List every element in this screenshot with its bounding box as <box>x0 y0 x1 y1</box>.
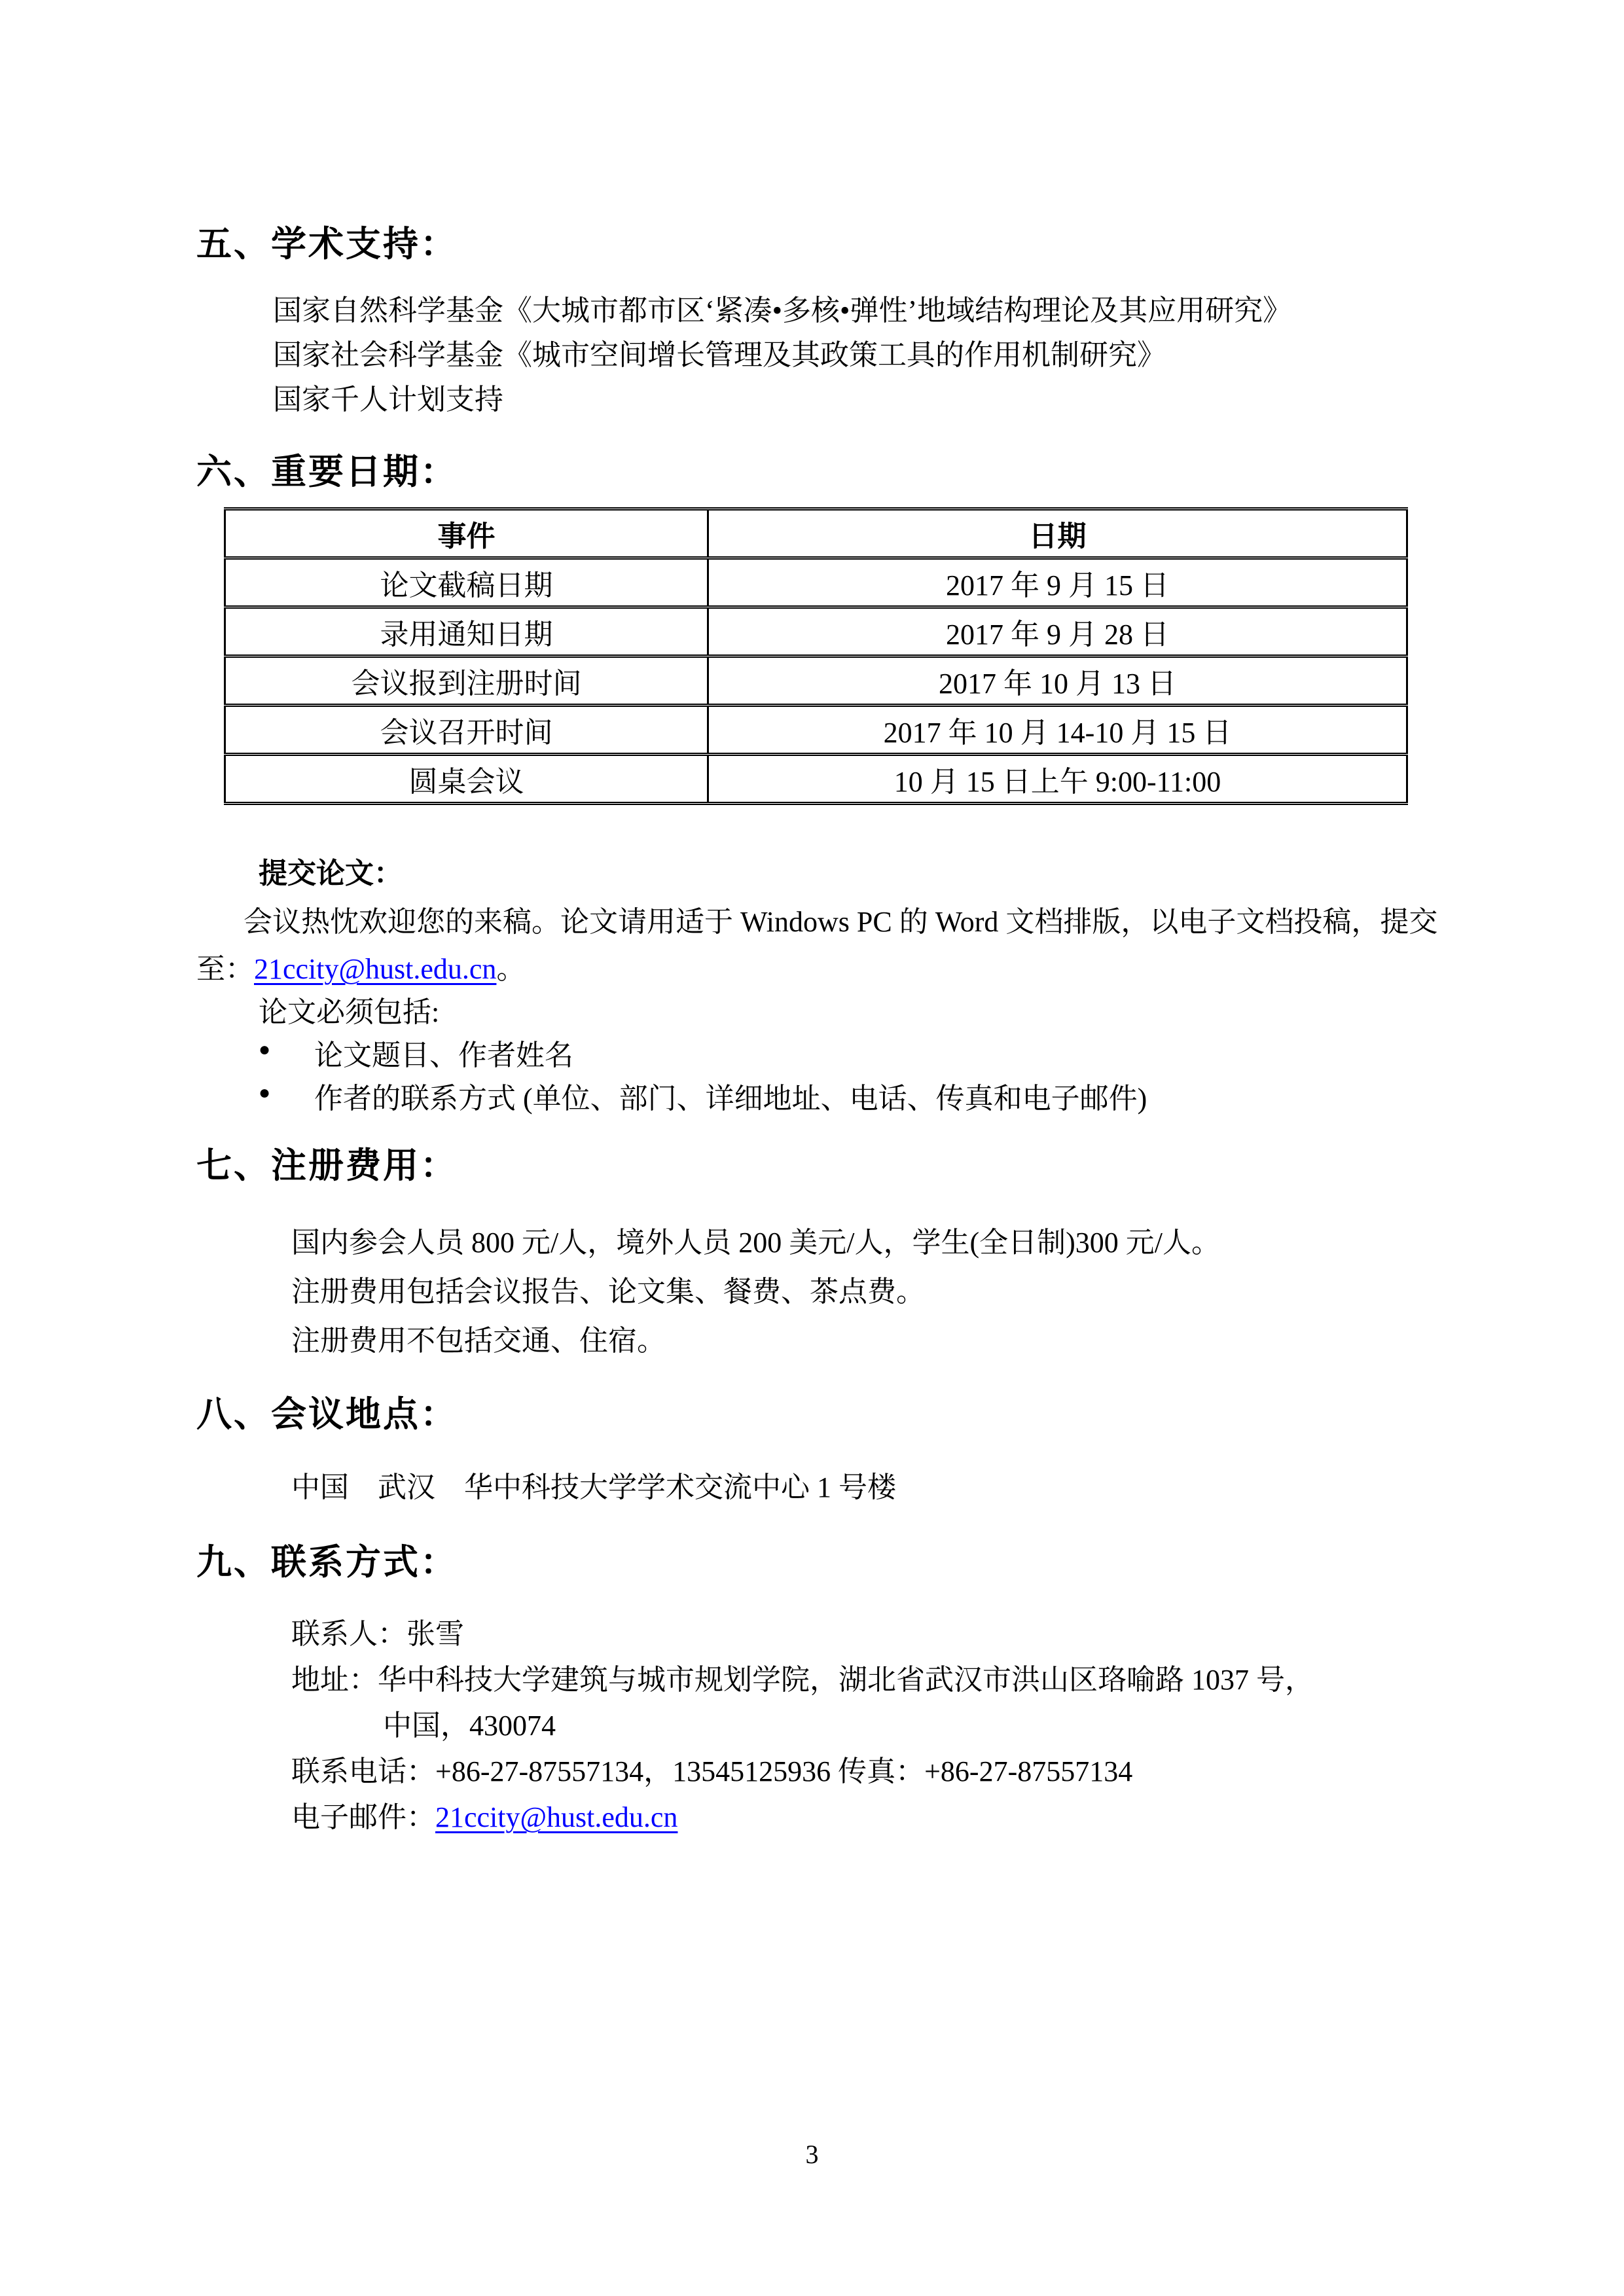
email-line <box>291 1793 677 1835</box>
submission-email-link[interactable]: 21ccity@hust.edu.cn <box>254 953 497 985</box>
email-label: 电子邮件： <box>291 1801 435 1833</box>
table-row <box>225 755 1407 804</box>
table-cell-date: 2017 年 9 月 28 日 <box>708 607 1407 656</box>
venue-line: 中国 武汉 华中科技大学学术交流中心 1 号楼 <box>291 1471 896 1503</box>
page-number: 3 <box>805 2140 819 2169</box>
table-cell-event: 会议报到注册时间 <box>225 656 708 706</box>
section-9-heading: 九、联系方式： <box>196 1543 458 1582</box>
table-cell-date: 2017 年 10 月 13 日 <box>708 656 1407 706</box>
table-header-date: 日期 <box>708 509 1407 558</box>
bullet-text: 作者的联系方式 (单位、部门、详细地址、电话、传真和电子邮件) <box>314 1083 1147 1115</box>
phone-fax-line: 联系电话：+86-27-87557134，13545125936 传真：+86-27-87557134 <box>291 1755 1133 1787</box>
section-5-line-2: 国家社会科学基金《城市空间增长管理及其政策工具的作用机制研究》 <box>273 339 1166 371</box>
table-cell-event: 录用通知日期 <box>225 607 708 656</box>
section-7-line-2: 注册费用包括会议报告、论文集、餐费、茶点费。 <box>291 1276 925 1308</box>
contact-email-link[interactable]: 21ccity@hust.edu.cn <box>435 1801 678 1833</box>
bullet-icon: ● <box>259 1039 271 1060</box>
submit-line2-suffix: 。 <box>496 953 526 985</box>
section-5-line-3: 国家千人计划支持 <box>273 384 503 416</box>
section-7-heading: 七、注册费用： <box>196 1146 458 1185</box>
submit-line2-prefix: 至： <box>196 953 254 985</box>
contact-person-line: 联系人：张雪 <box>291 1618 464 1650</box>
table-cell-event: 圆桌会议 <box>225 755 708 804</box>
bullet-icon: ● <box>259 1082 271 1103</box>
list-item <box>259 1031 573 1073</box>
submit-paragraph-line-1: 会议热忱欢迎您的来稿。论文请用适于 Windows PC 的 Word 文档排版，以电子文档投稿，提交 <box>244 906 1438 938</box>
table-row <box>225 607 1407 656</box>
section-7-line-1: 国内参会人员 800 元/人，境外人员 200 美元/人，学生(全日制)300 元/人。 <box>291 1227 1220 1259</box>
table-header-event: 事件 <box>225 509 708 558</box>
table-cell-event: 会议召开时间 <box>225 706 708 755</box>
submit-paragraph-line-2 <box>196 945 525 987</box>
table-row <box>225 706 1407 755</box>
table-row <box>225 558 1407 607</box>
list-item <box>259 1075 1147 1117</box>
section-5-line-1: 国家自然科学基金《大城市都市区‘紧凑•多核•弹性’地域结构理论及其应用研究》 <box>273 295 1292 327</box>
section-7-line-3: 注册费用不包括交通、住宿。 <box>291 1325 666 1357</box>
address-line-1: 地址：华中科技大学建筑与城市规划学院，湖北省武汉市洪山区珞喻路 1037 号， <box>291 1664 1314 1696</box>
address-line-2: 中国，430074 <box>383 1710 556 1742</box>
table-cell-date: 10 月 15 日上午 9:00-11:00 <box>708 755 1407 804</box>
must-include-label: 论文必须包括: <box>259 996 440 1028</box>
table-cell-date: 2017 年 9 月 15 日 <box>708 558 1407 607</box>
section-5-heading: 五、学术支持： <box>196 224 458 264</box>
table-header-row <box>225 509 1407 558</box>
table-cell-event: 论文截稿日期 <box>225 558 708 607</box>
important-dates-table <box>224 507 1408 805</box>
submit-papers-subheading: 提交论文： <box>259 857 403 889</box>
bullet-text: 论文题目、作者姓名 <box>314 1039 573 1071</box>
section-8-heading: 八、会议地点： <box>196 1395 458 1434</box>
section-6-heading: 六、重要日期： <box>196 452 458 492</box>
table-cell-date: 2017 年 10 月 14-10 月 15 日 <box>708 706 1407 755</box>
table-row <box>225 656 1407 706</box>
